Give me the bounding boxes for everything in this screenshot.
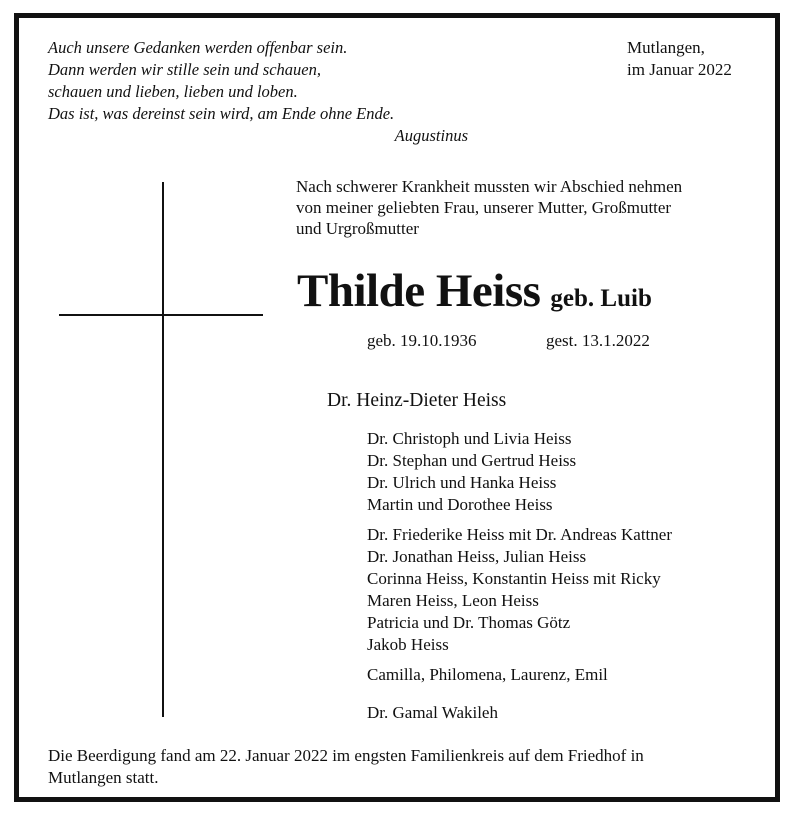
intro-line: Nach schwerer Krankheit mussten wir Abschied nehmen — [296, 177, 683, 196]
cross-icon-vertical — [162, 182, 164, 717]
place: Mutlangen, — [627, 38, 705, 57]
list-item: Dr. Stephan und Gertrud Heiss — [367, 451, 577, 470]
list-item: Dr. Christoph und Livia Heiss — [367, 429, 572, 448]
children-list — [367, 428, 576, 516]
maiden-name: geb. Luib — [550, 285, 652, 312]
great-grandchildren-list — [367, 664, 608, 686]
list-item: Dr. Friederike Heiss mit Dr. Andreas Kattner — [367, 525, 672, 544]
intro-line: und Urgroßmutter — [296, 219, 419, 238]
list-item: Dr. Jonathan Heiss, Julian Heiss — [367, 547, 587, 566]
list-item: Patricia und Dr. Thomas Götz — [367, 613, 571, 632]
spouse-name: Dr. Heinz-Dieter Heiss — [327, 390, 507, 411]
list-item: Martin und Dorothee Heiss — [367, 495, 553, 514]
quote-line: schauen und lieben, lieben und loben. — [48, 82, 298, 101]
list-item: Maren Heiss, Leon Heiss — [367, 591, 539, 610]
cross-icon-horizontal — [59, 314, 263, 316]
list-item: Corinna Heiss, Konstantin Heiss mit Ricky — [367, 569, 661, 588]
list-item: Dr. Gamal Wakileh — [367, 703, 498, 722]
date: im Januar 2022 — [627, 60, 732, 79]
place-date — [627, 37, 732, 81]
other-mourner — [367, 702, 498, 724]
deceased-name: Thilde Heiss — [297, 265, 541, 317]
funeral-line: Die Beerdigung fand am 22. Januar 2022 im engsten Familienkreis auf dem Friedhof in — [48, 746, 644, 765]
list-item: Dr. Ulrich und Hanka Heiss — [367, 473, 557, 492]
death-date: gest. 13.1.2022 — [546, 331, 650, 350]
quote-author: Augustinus — [394, 126, 468, 145]
quote-line: Dann werden wir stille sein und schauen, — [48, 60, 321, 79]
list-item: Jakob Heiss — [367, 635, 449, 654]
birth-date: geb. 19.10.1936 — [367, 331, 477, 350]
funeral-notice — [48, 745, 763, 789]
intro-line: von meiner geliebten Frau, unserer Mutter, Großmutter — [296, 198, 672, 217]
list-item: Camilla, Philomena, Laurenz, Emil — [367, 665, 608, 684]
funeral-line: Mutlangen statt. — [48, 768, 159, 787]
quote-line: Das ist, was dereinst sein wird, am Ende ohne Ende. — [48, 104, 395, 123]
intro-text — [296, 176, 682, 239]
deceased-name-block — [297, 265, 652, 317]
quote-line: Auch unsere Gedanken werden offenbar sein. — [48, 38, 348, 57]
grandchildren-list — [367, 524, 672, 656]
quote-block — [48, 37, 478, 147]
